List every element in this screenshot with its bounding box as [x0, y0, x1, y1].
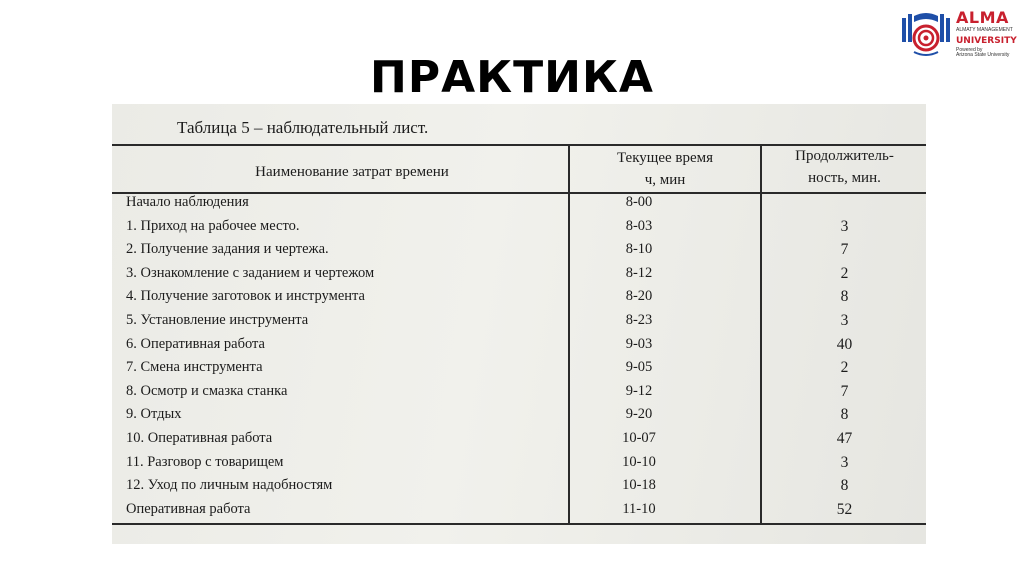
row-duration: 47 [836, 430, 853, 447]
row-time: 9-03 [625, 335, 653, 352]
row-name: 1. Приход на рабочее место. [126, 217, 300, 234]
table-row [112, 241, 926, 264]
table-row [112, 477, 926, 500]
row-duration: 7 [840, 382, 849, 400]
header-dur-line2: ность, мин. [808, 170, 881, 186]
row-duration: 3 [840, 312, 849, 329]
row-time: 10-07 [622, 430, 656, 446]
table-row [112, 383, 926, 406]
table-row [112, 265, 926, 288]
row-time: 8-12 [625, 264, 653, 281]
logo-partner: Arizona State University [956, 52, 1010, 58]
row-name: 6. Оперативная работа [126, 335, 265, 352]
table-row [112, 312, 926, 335]
row-duration: 3 [840, 217, 849, 235]
table-row [112, 218, 926, 241]
row-name: 4. Получение заготовок и инструмента [126, 288, 365, 305]
row-duration: 3 [840, 453, 849, 471]
header-time-line1: Текущее время [616, 150, 714, 166]
logo-line2: UNIVERSITY [956, 36, 1017, 46]
row-time: 8-20 [625, 288, 653, 305]
row-duration: 40 [836, 335, 853, 353]
header-name: Наименование затрат времени [255, 164, 449, 180]
row-time: 8-10 [625, 241, 653, 258]
row-time: 8-00 [625, 194, 653, 210]
university-emblem-icon [900, 8, 952, 58]
row-name: 11. Разговор с товарищем [126, 453, 284, 470]
row-duration: 8 [840, 406, 849, 424]
row-name: 2. Получение задания и чертежа. [126, 241, 329, 258]
row-time: 9-20 [625, 406, 653, 423]
row-name: 5. Установление инструмента [126, 312, 309, 328]
table-caption: Таблица 5 – наблюдательный лист. [177, 118, 429, 137]
logo-powered: Powered by [956, 47, 983, 53]
row-name: 10. Оперативная работа [126, 430, 273, 446]
row-duration: 8 [840, 477, 849, 495]
university-logo [900, 6, 1018, 58]
row-name: 8. Осмотр и смазка станка [126, 382, 288, 399]
table-row [112, 288, 926, 311]
row-name: 7. Смена инструмента [126, 359, 263, 376]
slide-title: ПРАКТИКА [370, 52, 654, 103]
row-time: 11-10 [622, 500, 656, 517]
row-time: 9-12 [625, 382, 653, 399]
header-time-line2: ч, мин [644, 172, 686, 188]
row-time: 8-23 [625, 312, 653, 328]
header-dur-line1: Продолжитель- [795, 148, 894, 164]
table-row [112, 430, 926, 453]
row-time: 10-10 [622, 453, 656, 470]
row-duration: 52 [836, 500, 853, 518]
table-photo [112, 104, 926, 544]
row-duration: 2 [840, 359, 849, 377]
table-row [112, 454, 926, 477]
row-time: 10-18 [622, 477, 656, 494]
row-duration: 7 [840, 241, 849, 259]
logo-name: ALMA [956, 8, 1009, 27]
row-name: 3. Ознакомление с заданием и чертежом [126, 264, 375, 281]
row-name: Оперативная работа [126, 500, 251, 517]
logo-line1: ALMATY MANAGEMENT [956, 27, 1013, 33]
table-row [112, 501, 926, 524]
table-row [112, 406, 926, 429]
row-name: Начало наблюдения [126, 194, 249, 210]
row-name: 12. Уход по личным надобностям [126, 477, 333, 494]
row-time: 9-05 [625, 359, 653, 376]
row-duration: 2 [840, 264, 849, 282]
row-time: 8-03 [625, 217, 653, 234]
table-row [112, 194, 926, 217]
table-row [112, 359, 926, 382]
row-name: 9. Отдых [126, 406, 182, 423]
row-duration: 8 [840, 288, 849, 306]
table-row [112, 336, 926, 359]
